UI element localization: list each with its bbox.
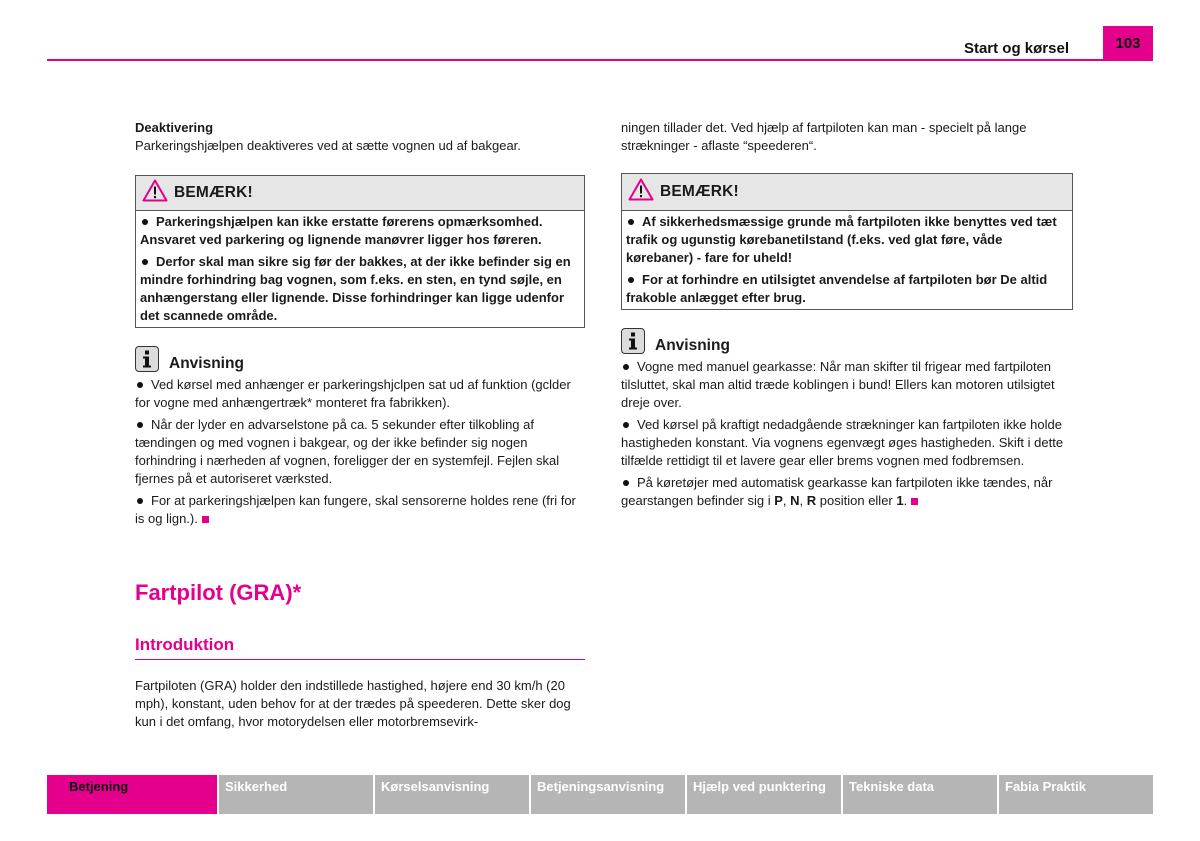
right-column: [621, 119, 1073, 514]
tip-label: Anvisning: [169, 355, 244, 372]
tip-header: [621, 328, 1073, 354]
intro-text: Fartpiloten (GRA) holder den indstillede hastighed, højere end 30 km/h (20 mph), konstant, uden behov for at der trædes på speederen. Dette sker dog kun i det omfang, hvor motorydelsen eller motorbremsevirk-: [135, 678, 571, 729]
section-subtitle: Introduktion: [135, 635, 585, 660]
warning-note-body: [136, 211, 584, 327]
info-icon: [135, 346, 159, 372]
tip-item: For at parkeringshjælpen kan fungere, skal sensorerne holdes rene (fri for is og lign.).: [135, 493, 576, 526]
warning-note-label: BEMÆRK!: [174, 184, 253, 201]
warning-note-item: Parkeringshjælpen kan ikke erstatte førerens opmærksomhed. Ansvaret ved parkering og lignende manøvrer ligger hos føreren.: [140, 214, 543, 247]
bullet-icon: [142, 219, 148, 225]
footer-nav: [47, 775, 1153, 814]
end-square-icon: [911, 498, 918, 505]
warning-note-box: [135, 175, 585, 328]
tip-item: Vogne med manuel gearkasse: Når man skifter til frigear med fartpiloten tilsluttet, skal man altid træde koblingen i bund! Ellers kan motoren utilsigtet dreje over.: [621, 359, 1055, 410]
warning-note-item: For at forhindre en utilsigtet anvendelse af fartpiloten bør De altid frakoble anlægget efter brug.: [626, 272, 1048, 305]
bullet-icon: [137, 422, 143, 428]
continuation-text: ningen tillader det. Ved hjælp af fartpiloten kan man - specielt på lange strækninger - aflaste “speederen“.: [621, 120, 1027, 153]
header-rule: [47, 59, 1153, 61]
warning-note-item: Derfor skal man sikre sig før der bakkes, at der ikke befinder sig en mindre forhindring bag vognen, som f.eks. en sten, en tynd søjle, en anhængerstang eller lignende. Disse forhindringer kan ligge udenfor det scannede område.: [140, 254, 571, 323]
deactivation-text: Parkeringshjælpen deaktiveres ved at sætte vognen ud af bakgear.: [135, 138, 521, 153]
nav-tab-betjening[interactable]: Betjening: [47, 775, 217, 814]
bullet-icon: [623, 480, 629, 486]
bullet-icon: [137, 382, 143, 388]
warning-note-box: [621, 173, 1073, 310]
left-column: [135, 119, 585, 532]
warning-triangle-icon: [142, 179, 168, 207]
tip-item: På køretøjer med automatisk gearkasse kan fartpiloten ikke tændes, når gearstangen befinder sig i P, N, R position eller 1.: [621, 475, 1053, 508]
bullet-icon: [623, 364, 629, 370]
nav-tab-fabia-praktik[interactable]: Fabia Praktik: [999, 775, 1153, 814]
tip-item: Ved kørsel på kraftigt nedadgående strækninger kan fartpiloten ikke holde hastigheden konstant. Via vognens egenvægt øges hastigheden. Skift i dette tilfælde rettidigt til et lavere gear eller brems vognen med fodbremsen.: [621, 417, 1064, 468]
tip-section: [135, 346, 585, 528]
warning-triangle-icon: [628, 178, 654, 206]
tip-section: [621, 328, 1073, 510]
warning-note-item: Af sikkerhedsmæssige grunde må fartpiloten ikke benyttes ved tæt trafik og ugunstig kørebanetilstand (f.eks. ved glat føre, våde kørebaner) - fare for uheld!: [626, 214, 1057, 265]
page-header-title: Start og kørsel: [963, 40, 1069, 57]
tip-item: Ved kørsel med anhænger er parkeringshjclpen sat ud af funktion (gclder for vogne med anhængertræk* monteret fra fabrikken).: [135, 377, 571, 410]
warning-note-label: BEMÆRK!: [660, 183, 739, 200]
tip-item: Når der lyder en advarselstone på ca. 5 sekunder efter tilkobling af tændingen og med vognen i bakgear, og der ikke befinder sig nogen forhindring i nærheden af vognen, foreligger der en systemfejl. Fejlen skal fjernes på et autoriseret værksted.: [135, 417, 560, 486]
nav-tab-betjeningsanvisning[interactable]: Betjeningsanvisning: [531, 775, 685, 814]
bullet-icon: [137, 498, 143, 504]
warning-note-header: [136, 176, 584, 211]
tip-header: [135, 346, 585, 372]
nav-tab-sikkerhed[interactable]: Sikkerhed: [219, 775, 373, 814]
section-title: Fartpilot (GRA)*: [135, 580, 302, 605]
nav-tab-korselsanvisning[interactable]: Kørselsanvisning: [375, 775, 529, 814]
warning-note-body: [622, 211, 1072, 309]
bullet-icon: [628, 277, 634, 283]
bullet-icon: [628, 219, 634, 225]
nav-tab-hjaelp-ved-punktering[interactable]: Hjælp ved punktering: [687, 775, 841, 814]
page-number: 103: [1103, 26, 1153, 61]
end-square-icon: [202, 516, 209, 523]
tip-body: [135, 376, 585, 528]
bullet-icon: [142, 259, 148, 265]
bullet-icon: [623, 422, 629, 428]
info-icon: [621, 328, 645, 354]
nav-tab-tekniske-data[interactable]: Tekniske data: [843, 775, 997, 814]
tip-label: Anvisning: [655, 337, 730, 354]
warning-note-header: [622, 174, 1072, 211]
deactivation-heading: Deaktivering: [135, 120, 214, 135]
tip-body: [621, 358, 1073, 510]
